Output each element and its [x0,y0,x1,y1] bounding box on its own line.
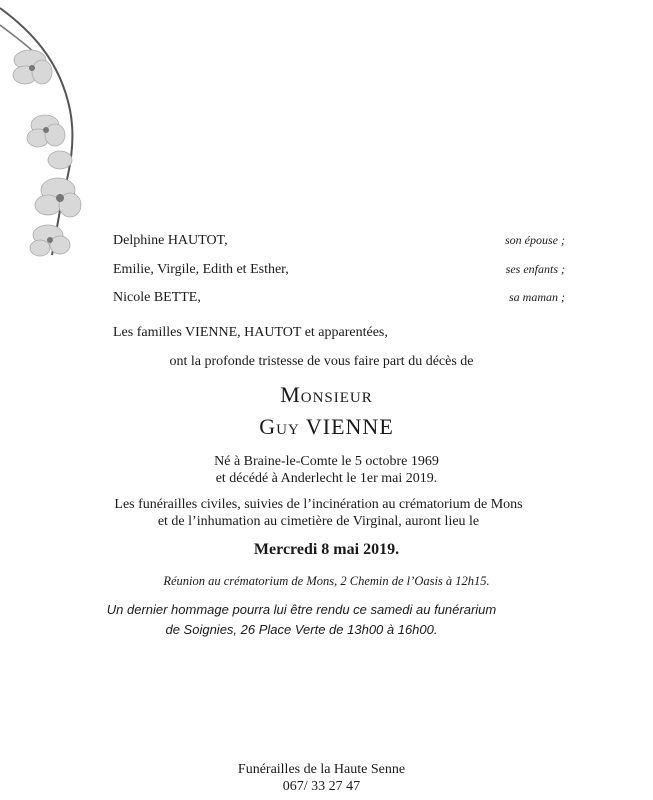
announce-line: ont la profonde tristesse de vous faire part du décès de [169,354,474,369]
funeral-home-name: Funérailles de la Haute Senne [237,762,406,777]
funeral-date: Mercredi 8 mai 2019. [253,541,400,558]
family-relation: son épouse ; [505,233,565,247]
funeral-line: Les funérailles civiles, suivies de l’incinération au crématorium de Mons [114,497,523,512]
family-row [113,290,565,306]
death-line: et décédé à Anderlecht le 1er mai 2019. [215,471,438,486]
deceased-name: Guy VIENNE [259,414,394,439]
meeting-line: Réunion au crématorium de Mons, 2 Chemin de l’Oasis à 12h15. [163,574,490,588]
title: Monsieur [280,382,373,407]
family-relation: ses enfants ; [505,262,565,276]
families-line: Les familles VIENNE, HAUTOT et apparentées, [113,325,388,340]
family-name: Nicole BETTE, [113,290,201,305]
funeral-line: et de l’inhumation au cimetière de Virginal, auront lieu le [157,514,480,529]
orchid-decoration-icon [0,0,95,260]
family-row [113,233,565,249]
family-name: Delphine HAUTOT, [113,233,228,248]
family-row [113,262,565,278]
birth-line: Né à Braine-le-Comte le 5 octobre 1969 [214,454,439,469]
tribute-line: de Soignies, 26 Place Verte de 13h00 à 16h00. [165,622,438,637]
family-name: Emilie, Virgile, Edith et Esther, [113,262,289,277]
family-relation: sa maman ; [509,290,565,304]
tribute-line: Un dernier hommage pourra lui être rendu ce samedi au funérarium [106,602,497,617]
funeral-home-phone: 067/ 33 27 47 [282,779,361,794]
